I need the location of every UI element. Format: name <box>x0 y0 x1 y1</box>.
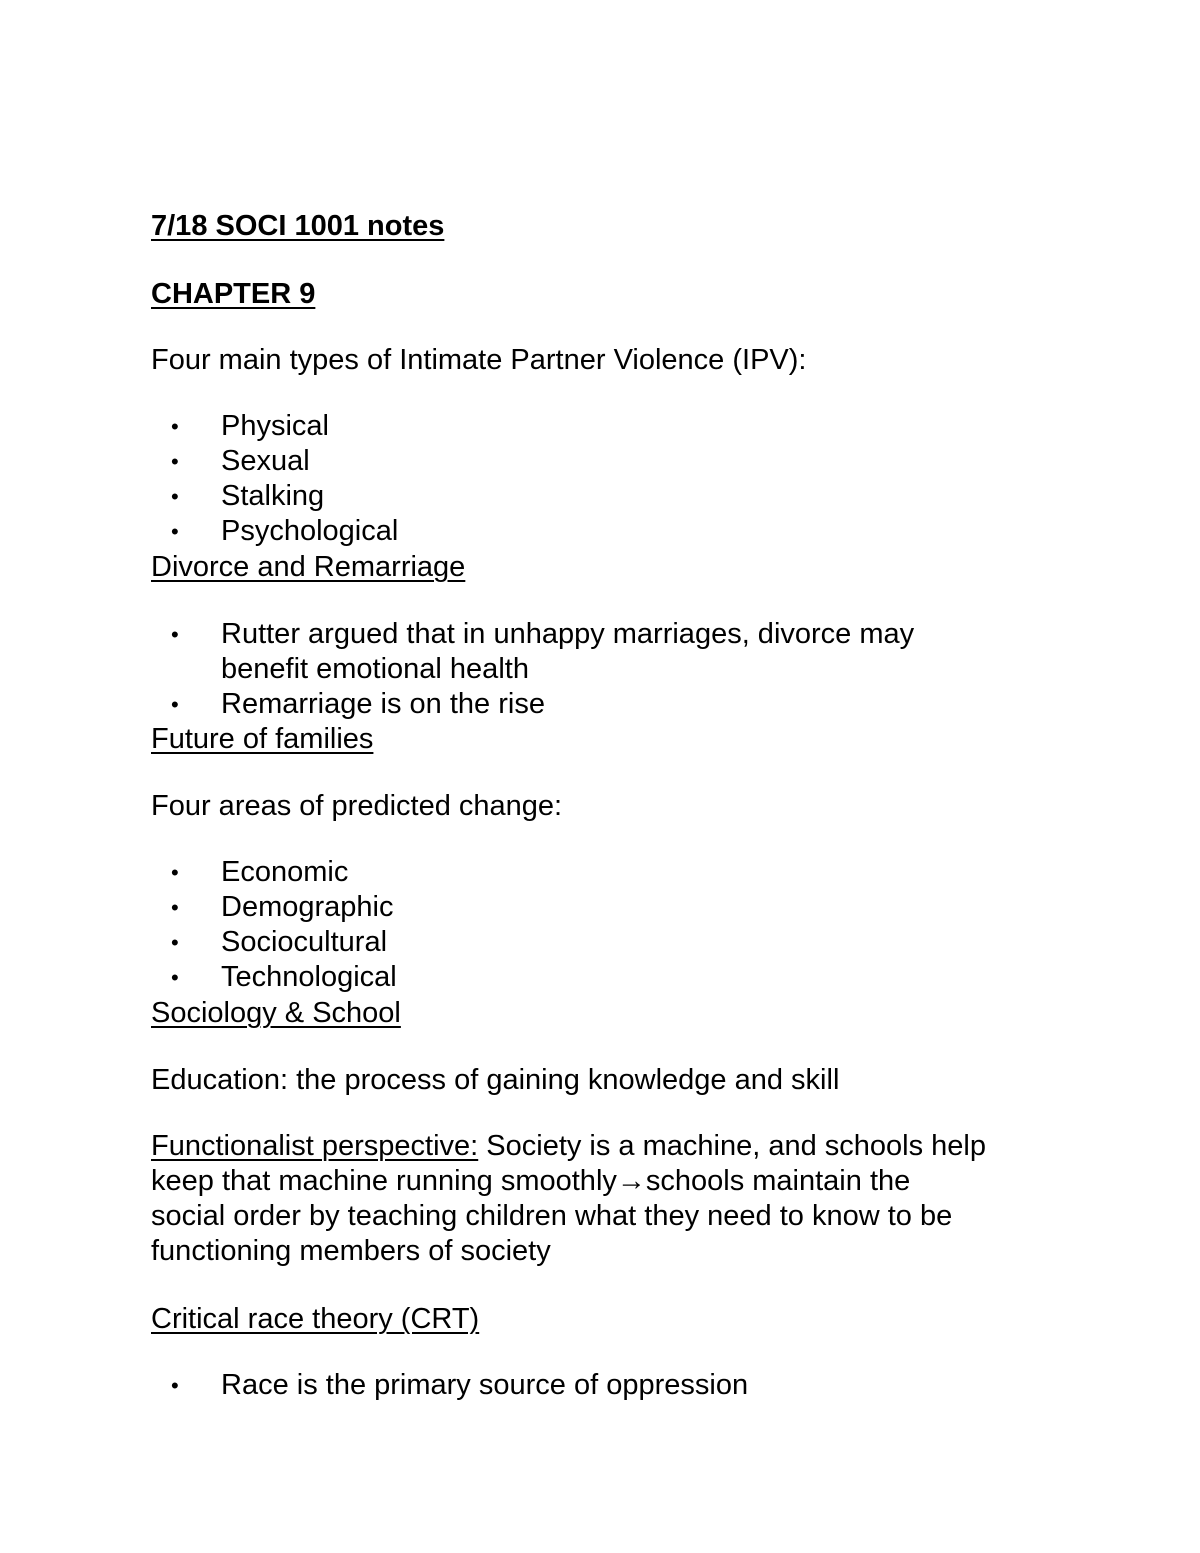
bullet-icon: • <box>171 860 179 885</box>
divorce-list <box>151 617 1111 722</box>
ipv-types-list <box>151 409 1111 549</box>
bullet-icon: • <box>171 449 179 474</box>
list-item: • Sexual <box>171 445 310 477</box>
bullet-icon: • <box>171 965 179 990</box>
bullet-icon: • <box>171 414 179 439</box>
future-intro: Four areas of predicted change: <box>151 790 563 822</box>
change-areas-list <box>151 855 1111 995</box>
list-item: • Stalking <box>171 480 325 512</box>
list-item: • Rutter argued that in unhappy marriages, divorce may benefit emotional health <box>171 618 915 685</box>
list-item: • Sociocultural <box>171 926 388 958</box>
bullet-icon: • <box>171 484 179 509</box>
list-item: • Technological <box>171 961 397 993</box>
functionalist-label: Functionalist perspective: <box>151 1130 479 1162</box>
school-heading: Sociology & School <box>151 997 401 1029</box>
bullet-icon: • <box>171 519 179 544</box>
divorce-heading: Divorce and Remarriage <box>151 551 466 583</box>
bullet-icon: • <box>171 692 179 717</box>
functionalist-paragraph: Functionalist perspective: Society is a machine, and schools help keep that machine running smoothly→schools maintain the social order by teaching children what they need to know to be functioning members of society <box>151 1130 987 1267</box>
list-item: • Economic <box>171 856 349 888</box>
list-item: • Physical <box>171 410 329 442</box>
list-item: • Psychological <box>171 515 399 547</box>
future-heading: Future of families <box>151 723 374 755</box>
list-item: • Race is the primary source of oppression <box>171 1369 749 1401</box>
bullet-icon: • <box>171 1373 179 1398</box>
crt-heading: Critical race theory (CRT) <box>151 1303 480 1335</box>
ipv-intro: Four main types of Intimate Partner Violence (IPV): <box>151 344 807 376</box>
list-item: • Demographic <box>171 891 394 923</box>
bullet-icon: • <box>171 622 179 647</box>
bullet-icon: • <box>171 895 179 920</box>
chapter-heading: CHAPTER 9 <box>151 278 316 310</box>
crt-list <box>151 1368 1111 1403</box>
list-item: • Remarriage is on the rise <box>171 688 545 720</box>
notes-title: 7/18 SOCI 1001 notes <box>151 210 445 242</box>
bullet-icon: • <box>171 930 179 955</box>
education-definition: Education: the process of gaining knowledge and skill <box>151 1064 840 1096</box>
